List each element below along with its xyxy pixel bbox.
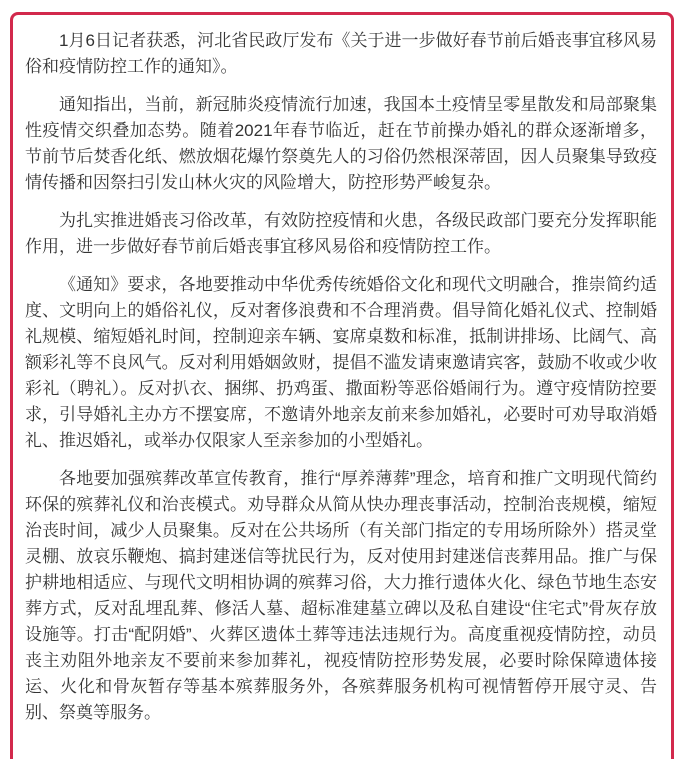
article-paragraph: 通知指出，当前，新冠肺炎疫情流行加速，我国本土疫情呈零星散发和局部聚集性疫情交织叠加态势。随着2021年春节临近，赶在节前操办婚礼的群众逐渐增多，节前节后焚香化纸、燃放烟花爆竹祭奠先人的习俗仍然根深蒂固，因人员聚集导致疫情传播和因祭扫引发山林火灾的风险增大，防控形势严峻复杂。 xyxy=(25,95,657,192)
article-paragraph: 为扎实推进婚丧习俗改革，有效防控疫情和火患，各级民政部门要充分发挥职能作用，进一步做好春节前后婚丧事宜移风易俗和疫情防控工作。 xyxy=(25,211,657,256)
red-border-notice-frame xyxy=(10,12,674,759)
article-paragraph: 《通知》要求，各地要推动中华优秀传统婚俗文化和现代文明融合，推崇简约适度、文明向上的婚俗礼仪，反对奢侈浪费和不合理消费。倡导简化婚礼仪式、控制婚礼规模、缩短婚礼时间，控制迎亲车辆、宴席桌数和标准，抵制讲排场、比阔气、高额彩礼等不良风气。反对利用婚姻敛财，提倡不滥发请柬邀请宾客，鼓励不收或少收彩礼（聘礼）。反对扒衣、捆绑、扔鸡蛋、撒面粉等恶俗婚闹行为。遵守疫情防控要求，引导婚礼主办方不摆宴席，不邀请外地亲友前来参加婚礼，必要时可劝导取消婚礼、推迟婚礼，或举办仅限家人至亲参加的小型婚礼。 xyxy=(25,275,657,450)
notice-article xyxy=(25,28,657,726)
article-paragraph: 各地要加强殡葬改革宣传教育，推行“厚养薄葬”理念，培育和推广文明现代简约环保的殡葬礼仪和治丧模式。劝导群众从简从快办理丧事活动，控制治丧规模，缩短治丧时间，减少人员聚集。反对在公共场所（有关部门指定的专用场所除外）搭灵堂灵棚、放哀乐鞭炮、搞封建迷信等扰民行为，反对使用封建迷信丧葬用品。推广与保护耕地相适应、与现代文明相协调的殡葬习俗，大力推行遗体火化、绿色节地生态安葬方式，反对乱埋乱葬、修活人墓、超标准建墓立碑以及私自建设“住宅式”骨灰存放设施等。打击“配阴婚”、火葬区遗体土葬等违法违规行为。高度重视疫情防控，动员丧主劝阻外地亲友不要前来参加葬礼，视疫情防控形势发展，必要时除保障遗体接运、火化和骨灰暂存等基本殡葬服务外，各殡葬服务机构可视情暂停开展守灵、告别、祭奠等服务。 xyxy=(25,469,657,722)
article-paragraph: 1月6日记者获悉，河北省民政厅发布《关于进一步做好春节前后婚丧事宜移风易俗和疫情防控工作的通知》。 xyxy=(25,31,657,76)
